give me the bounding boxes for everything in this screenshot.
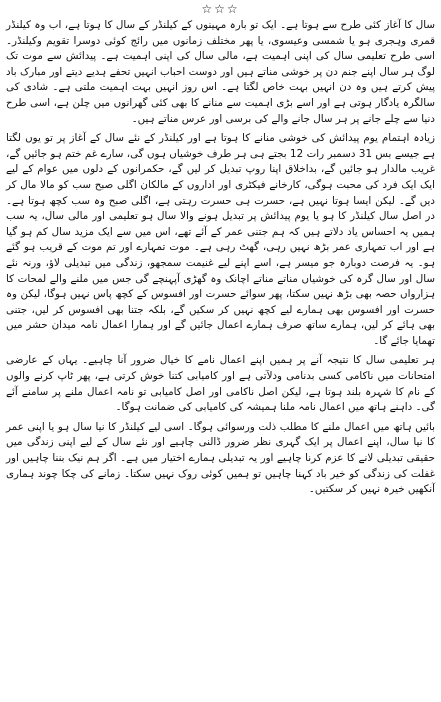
article-paragraph: زیادہ اہتمام یوم پیدائش کی خوشی منانے کا ہوتا ہے اور کیلنڈر کے نئے سال کے آغاز پر تو یوں لگتا ہے جیسے بس 31 دسمبر رات 12 بجتے ہی ہر طرف خوشیاں ہوں گی، سارے غم ختم ہو جائیں گے، غریب مالدار ہو جائیں گے، بداخلاق اپنا روپ تبدیل کر لیں گے، حکمرانوں کے دلوں میں عوام کے لیے ایک ایک فرد کی محبت ہوگی، کارخانے فیکٹری اور اداروں کے مالکان اگلی صبح سب کو مالا مال کر دیں گے۔ لیکن ایسا ہوتا نہیں ہے، حسرت ہی حسرت رہتی ہے، اگلی صبح وہ سب کچھ ہوتا ہے۔ در اصل سال کیلنڈر کا ہو یا یوم پیدائش پر تبدیل ہونے والا سال ہو تعلیمی اور مالی سال، یہ سب ہمیں یہ احساس یاد دلاتے ہیں کہ ہم جتنی عمر کے آئے تھے، اس میں سے ایک مزید سال کم ہو گیا ہے اور اب تمہاری عمر بڑھ نہیں رہی، گھٹ رہی ہے۔ موت تمہارے اور تم موت کے قریب ہو گئے ہو۔ یہ فرصت دوبارہ جو میسر ہے، اسے اپنے لیے غنیمت سمجھو، زندگی میں تبدیلی لاؤ، ورنہ نئے سال اور سال گرہ کی خوشیاں مناتے مناتے اچانک وہ گھڑی آپہنچے گی جس میں ملنے والے لمحات کا ہزارواں حصہ بھی بڑھ نہیں سکتا، پھر سوائے حسرت اور افسوس کے کچھ پاس نہیں ہوگا، لیکن وہ حسرت اور افسوس بھی ہمارے لیے کچھ نہیں کر سکیں گے، بلکہ جتنا بھی افسوس کر لیں، جتنی بھی ہائے کر لیں، ہمارے ساتھ صرف ہمارے اعمال جائیں گے اور ہمارا اعمال نامہ میدان حشر میں تھمایا جائے گا۔ xyxy=(6,132,435,347)
article-paragraph: بائیں ہاتھ میں اعمال ملنے کا مطلب ذلت ورسوائی ہوگا۔ اسی لیے کیلنڈر کا نیا سال ہو یا اپنی عمر کا نیا سال، اپنے اعمال پر ایک گہری نظر ضرور ڈالنی چاہیے اور نئے سال کے لیے اپنی زندگی میں حقیقی تبدیلی لانے کا عزم کرنا چاہیے اور یہ تبدیلی ہمارے اختیار میں ہے۔ اگر ہم نیک بننا چاہیں اور غفلت کی زندگی کو خیر باد کہنا چاہیں تو ہمیں کوئی روک نہیں سکتا۔ زمانے کی چکا چوند ہماری آنکھیں خیرہ نہیں کر سکتیں۔ xyxy=(6,420,435,496)
article-paragraph: ہر تعلیمی سال کا نتیجہ آنے پر ہمیں اپنے اعمال نامے کا خیال ضرور آنا چاہیے۔ یہاں کے عارضی امتحانات میں ناکامی کسی بدنامی ودلآتی ہے اور کامیابی کتنا خوش کرتی ہے، پھر ٹاپ کرنے والوں کے نام کا شہرہ بلند ہوتا ہے، لیکن اصل ناکامی اور اصل کامیابی تو نامہ اعمال ملنے پر سامنے آئے گی۔ داہنے ہاتھ میں اعمال نامہ ملنا ہمیشہ کی کامیابی کی ضمانت ہوگا۔ xyxy=(6,354,435,414)
article-paragraph: سال کا آغاز کئی طرح سے ہوتا ہے۔ ایک تو بارہ مہینوں کے کیلنڈر کے سال کا ہوتا ہے، اب وہ کیلنڈر قمری وہجری ہو یا شمسی وعیسوی، یا پھر مختلف زمانوں میں رائج کوئی دوسرا تقویم وکیلنڈر۔ اسی طرح تعلیمی سال کی اپنی اہمیت ہے، مالی سال کی اپنی اہمیت ہے۔ پیدائش سے موت تک لوگ ہر سال اپنے جنم دن پر خوشی مناتے ہیں اور دوست احباب انہیں تحفے ہدیے دیتے اور مبارک باد پیش کرتے ہیں وہ دن انہیں بہت خاص لگتا ہے۔ اس روز انہیں بہت اہمیت ملتی ہے۔ شادی کی سالگرہ یادگار ہوتی ہے اور اسے بڑی اہمیت سے منانے کا بھی کئی گھرانوں میں چلن ہے، اسی طرح دنیا سے چلے جانے پر ہر سال جانے والے کی برسی اور عرس مناتے ہیں۔ xyxy=(6,19,435,125)
decorative-stars: ☆☆☆ xyxy=(201,2,240,16)
